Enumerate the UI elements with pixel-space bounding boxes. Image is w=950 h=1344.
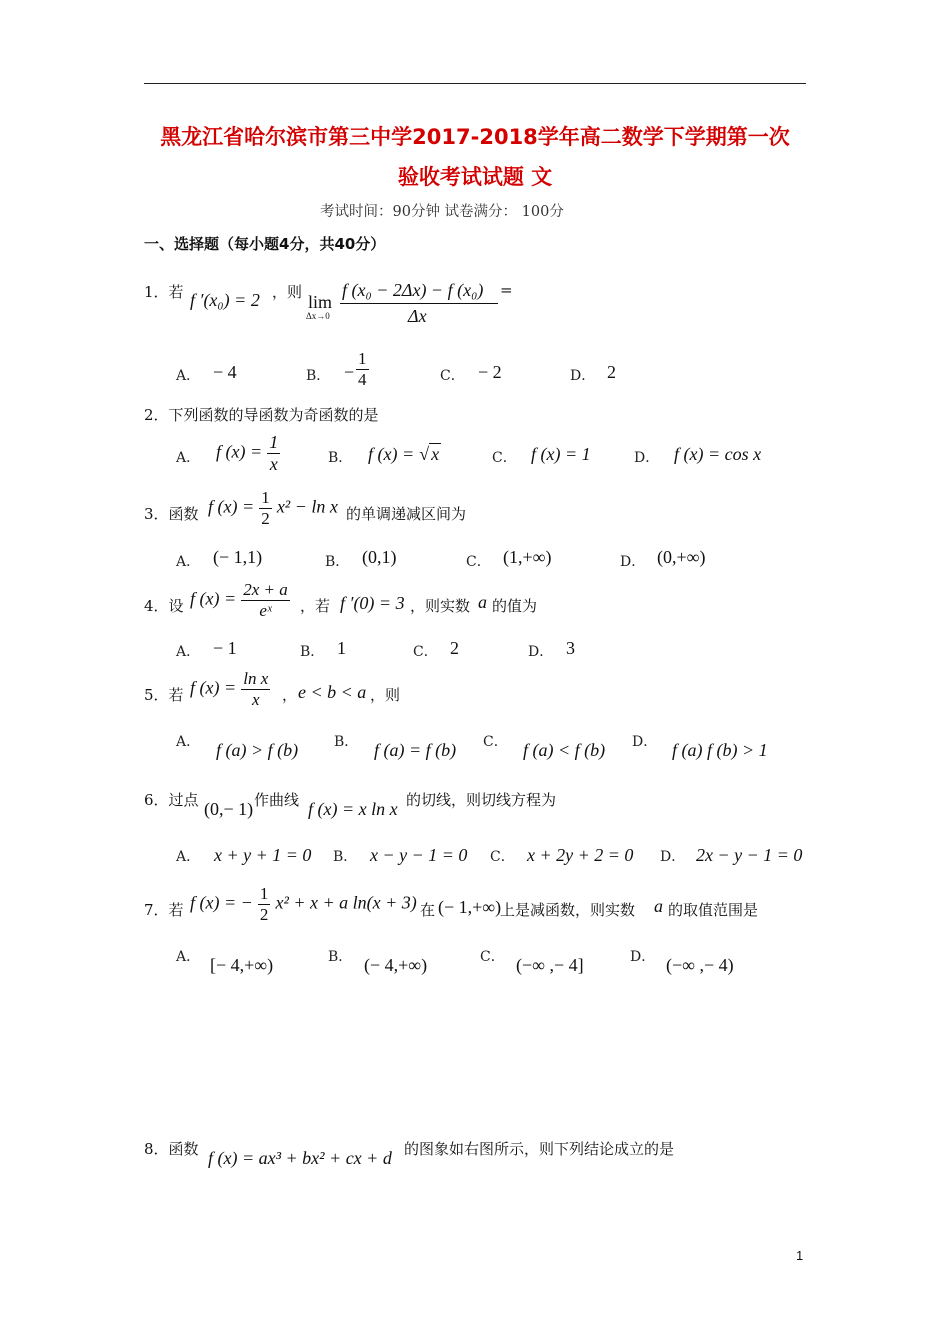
q2-option-c[interactable]: f (x) = 1 <box>531 444 591 464</box>
q4-var: a <box>478 592 487 612</box>
q7-var: a <box>654 896 663 916</box>
q1-fraction-bar <box>340 303 498 304</box>
q7-rest: x² + x + a ln(x + 3) <box>275 892 417 913</box>
q1-option-b-numerator: 1 <box>358 349 367 368</box>
q4-condition: f ′(0) = 3 <box>340 593 405 613</box>
q7-option-d-label: D． <box>630 949 656 965</box>
q1-option-d[interactable]: 2 <box>607 362 616 382</box>
q2-option-a-label: A． <box>176 450 201 466</box>
q1-option-b-denominator: 4 <box>358 369 367 389</box>
q6-option-c-label: C． <box>490 849 515 865</box>
q1-option-b-label: B． <box>306 368 331 384</box>
q7-option-c[interactable]: (−∞ ,− 4] <box>516 955 584 975</box>
q5-number: 5．若 <box>144 686 184 704</box>
q4-denominator: eˣ <box>259 600 272 620</box>
q2-option-a-numerator: 1 <box>269 432 279 452</box>
q6-option-a[interactable]: x + y + 1 = 0 <box>214 845 312 865</box>
q4-tail2: 的值为 <box>492 597 538 615</box>
q1-option-b[interactable] <box>356 349 369 389</box>
q2-option-d[interactable]: f (x) = cos x <box>674 444 762 464</box>
q2-option-a[interactable] <box>216 432 280 474</box>
q3-option-b-label: B． <box>325 554 350 570</box>
q5-option-c-label: C． <box>483 734 508 750</box>
q6-function: f (x) = x ln x <box>308 799 398 819</box>
q7-mid: 在 <box>420 901 436 919</box>
header-rule <box>144 83 806 84</box>
q6-option-b[interactable]: x − y − 1 = 0 <box>370 845 468 865</box>
q7-option-a-label: A． <box>176 949 201 965</box>
q3-lhs: f (x) = <box>208 496 255 517</box>
q4-option-c[interactable]: 2 <box>450 638 459 658</box>
exam-title-line1: 黑龙江省哈尔滨市第三中学2017-2018学年高二数学下学期第一次 <box>160 125 790 149</box>
q7-tail2: 的取值范围是 <box>668 901 759 919</box>
q4-tail: ，则实数 <box>410 597 471 615</box>
q7-frac-numerator: 1 <box>259 884 269 903</box>
q5-option-d[interactable]: f (a) f (b) > 1 <box>672 740 768 760</box>
q7-tail: 上是减函数，则实数 <box>500 901 636 919</box>
q2-option-b[interactable] <box>368 444 441 465</box>
q6-tail: 的切线，则切线方程为 <box>406 791 557 809</box>
q3-option-c-label: C． <box>466 554 491 570</box>
q1-condition: f ′(x₀) = 2 <box>190 290 260 310</box>
q7-option-b-label: B． <box>328 949 353 965</box>
q2-option-a-denominator: x <box>269 453 278 474</box>
q4-option-b-label: B． <box>300 644 325 660</box>
q5-option-b-label: B． <box>334 734 359 750</box>
q4-option-c-label: C． <box>413 644 438 660</box>
q5-numerator: ln x <box>243 669 269 688</box>
q7-option-a[interactable]: [− 4,+∞) <box>210 955 274 975</box>
q7-option-c-label: C． <box>480 949 505 965</box>
exam-info: 考试时间：90分钟 试卷满分： 100分 <box>320 204 564 220</box>
q5-option-c[interactable]: f (a) < f (b) <box>523 740 606 760</box>
q4-number: 4．设 <box>144 597 184 615</box>
q5-option-a-label: A． <box>176 734 201 750</box>
q1-equals: = <box>500 281 513 299</box>
q2-option-d-label: D． <box>634 450 660 466</box>
q1-option-c[interactable]: − 2 <box>478 362 502 382</box>
q6-number: 6．过点 <box>144 791 199 809</box>
q5-option-a[interactable]: f (a) > f (b) <box>216 740 299 760</box>
q3-number: 3．函数 <box>144 505 199 523</box>
q6-option-c[interactable]: x + 2y + 2 = 0 <box>527 845 634 865</box>
q5-denominator: x <box>251 689 260 709</box>
q8-number: 8．函数 <box>144 1140 199 1158</box>
q1-number: 1．若 <box>144 283 184 301</box>
q2-option-b-label: B． <box>328 450 353 466</box>
q4-option-b[interactable]: 1 <box>337 638 346 658</box>
q5-function <box>190 669 270 709</box>
q3-option-a[interactable]: (− 1,1) <box>213 547 263 567</box>
q6-option-b-label: B． <box>333 849 358 865</box>
q2-option-c-label: C． <box>492 450 517 466</box>
q1-lim: lim <box>308 292 333 312</box>
q4-numerator: 2x + a <box>243 580 288 599</box>
q1-lim-subscript: Δx→0 <box>306 311 330 321</box>
q3-function <box>208 488 338 528</box>
exam-title-line2: 验收考试试题 文 <box>397 165 553 189</box>
q8-tail: 的图象如右图所示，则下列结论成立的是 <box>404 1140 675 1158</box>
q5-tail: ，则 <box>370 686 401 704</box>
q7-function <box>190 884 417 924</box>
sqrt-symbol: √ <box>419 444 430 464</box>
q3-rest: x² − ln x <box>276 496 338 517</box>
q7-frac-denominator: 2 <box>259 904 269 924</box>
q4-option-a-label: A． <box>176 644 201 660</box>
q6-mid: 作曲线 <box>254 791 300 809</box>
q3-option-d[interactable]: (0,+∞) <box>657 547 706 567</box>
q3-frac-denominator: 2 <box>261 508 270 528</box>
q1-option-a[interactable]: − 4 <box>213 362 237 382</box>
q2-option-a-lhs: f (x) = <box>216 441 263 462</box>
q3-option-b[interactable]: (0,1) <box>362 547 397 567</box>
q8-function: f (x) = ax³ + bx² + cx + d <box>208 1148 392 1168</box>
q1-option-a-label: A． <box>176 368 201 384</box>
q1-option-c-label: C． <box>440 368 465 384</box>
q6-option-d[interactable]: 2x − y − 1 = 0 <box>696 845 803 865</box>
q5-option-d-label: D． <box>632 734 658 750</box>
q5-condition: e < b < a <box>298 682 367 702</box>
q5-lhs: f (x) = <box>190 677 237 698</box>
q2-option-b-lhs: f (x) = <box>368 444 415 464</box>
q3-option-a-label: A． <box>176 554 201 570</box>
q7-option-b[interactable]: (− 4,+∞) <box>364 955 428 975</box>
q5-option-b[interactable]: f (a) = f (b) <box>374 740 457 760</box>
q7-lhs: f (x) = − <box>190 892 253 913</box>
q4-option-d[interactable]: 3 <box>566 638 575 658</box>
q4-lhs: f (x) = <box>190 588 237 609</box>
q7-option-d[interactable]: (−∞ ,− 4) <box>666 955 734 975</box>
q2-text: 2．下列函数的导函数为奇函数的是 <box>144 406 379 424</box>
q6-option-a-label: A． <box>176 849 201 865</box>
q4-option-a[interactable]: − 1 <box>213 638 237 658</box>
q1-denominator: Δx <box>408 306 427 326</box>
q4-function <box>190 580 290 620</box>
q3-option-d-label: D． <box>620 554 646 570</box>
q1-then: ，则 <box>272 283 303 301</box>
q4-option-d-label: D． <box>528 644 554 660</box>
section-heading: 一、选择题（每小题4分，共40分） <box>144 235 386 253</box>
q6-point: (0,− 1) <box>204 799 254 819</box>
q1-numerator: f (x₀ − 2Δx) − f (x₀) <box>342 280 484 300</box>
q3-tail: 的单调递减区间为 <box>346 505 467 523</box>
q7-interval: (− 1,+∞) <box>438 897 502 917</box>
q3-option-c[interactable]: (1,+∞) <box>503 547 552 567</box>
q1-option-d-label: D． <box>570 368 596 384</box>
q3-frac-numerator: 1 <box>261 488 270 507</box>
page-number: 1 <box>796 1248 804 1263</box>
q4-mid: ，若 <box>300 597 331 615</box>
q2-option-b-radicand: x <box>431 444 440 464</box>
q5-mid: ， <box>282 686 298 704</box>
q7-number: 7．若 <box>144 901 184 919</box>
q6-option-d-label: D． <box>660 849 686 865</box>
q1-option-b-sign: − <box>344 362 355 382</box>
